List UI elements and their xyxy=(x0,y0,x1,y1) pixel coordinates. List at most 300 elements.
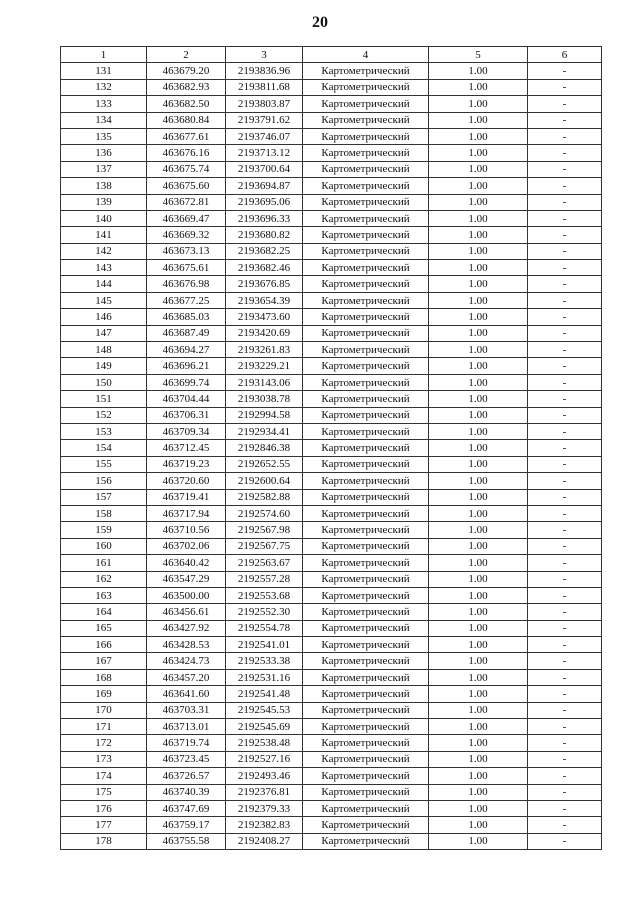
method-cell: Картометрический xyxy=(303,342,429,358)
x-coordinate-cell: 463640.42 xyxy=(147,555,226,571)
method-cell: Картометрический xyxy=(303,260,429,276)
point-number-cell: 169 xyxy=(61,686,147,702)
column-header: 2 xyxy=(147,47,226,63)
y-coordinate-cell: 2192934.41 xyxy=(226,423,303,439)
accuracy-cell: 1.00 xyxy=(429,817,528,833)
point-number-cell: 139 xyxy=(61,194,147,210)
y-coordinate-cell: 2193682.46 xyxy=(226,260,303,276)
accuracy-cell: 1.00 xyxy=(429,210,528,226)
method-cell: Картометрический xyxy=(303,128,429,144)
point-number-cell: 141 xyxy=(61,227,147,243)
point-number-cell: 145 xyxy=(61,292,147,308)
method-cell: Картометрический xyxy=(303,325,429,341)
note-cell: - xyxy=(528,653,602,669)
table-row xyxy=(61,505,602,521)
method-cell: Картометрический xyxy=(303,243,429,259)
method-cell: Картометрический xyxy=(303,637,429,653)
y-coordinate-cell: 2192567.98 xyxy=(226,522,303,538)
point-number-cell: 174 xyxy=(61,768,147,784)
note-cell: - xyxy=(528,243,602,259)
x-coordinate-cell: 463672.81 xyxy=(147,194,226,210)
method-cell: Картометрический xyxy=(303,751,429,767)
y-coordinate-cell: 2192554.78 xyxy=(226,620,303,636)
table-row xyxy=(61,260,602,276)
point-number-cell: 146 xyxy=(61,309,147,325)
x-coordinate-cell: 463676.98 xyxy=(147,276,226,292)
table-row xyxy=(61,571,602,587)
x-coordinate-cell: 463456.61 xyxy=(147,604,226,620)
point-number-cell: 158 xyxy=(61,505,147,521)
accuracy-cell: 1.00 xyxy=(429,587,528,603)
accuracy-cell: 1.00 xyxy=(429,112,528,128)
y-coordinate-cell: 2192552.30 xyxy=(226,604,303,620)
accuracy-cell: 1.00 xyxy=(429,800,528,816)
note-cell: - xyxy=(528,719,602,735)
accuracy-cell: 1.00 xyxy=(429,63,528,79)
point-number-cell: 138 xyxy=(61,178,147,194)
accuracy-cell: 1.00 xyxy=(429,735,528,751)
x-coordinate-cell: 463726.57 xyxy=(147,768,226,784)
table-row xyxy=(61,292,602,308)
point-number-cell: 175 xyxy=(61,784,147,800)
point-number-cell: 176 xyxy=(61,800,147,816)
y-coordinate-cell: 2192567.75 xyxy=(226,538,303,554)
accuracy-cell: 1.00 xyxy=(429,194,528,210)
table-row xyxy=(61,735,602,751)
x-coordinate-cell: 463676.16 xyxy=(147,145,226,161)
x-coordinate-cell: 463675.60 xyxy=(147,178,226,194)
y-coordinate-cell: 2192557.28 xyxy=(226,571,303,587)
note-cell: - xyxy=(528,768,602,784)
method-cell: Картометрический xyxy=(303,833,429,849)
note-cell: - xyxy=(528,161,602,177)
y-coordinate-cell: 2193676.85 xyxy=(226,276,303,292)
x-coordinate-cell: 463759.17 xyxy=(147,817,226,833)
accuracy-cell: 1.00 xyxy=(429,555,528,571)
note-cell: - xyxy=(528,178,602,194)
table-row xyxy=(61,391,602,407)
note-cell: - xyxy=(528,702,602,718)
accuracy-cell: 1.00 xyxy=(429,260,528,276)
y-coordinate-cell: 2193261.83 xyxy=(226,342,303,358)
method-cell: Картометрический xyxy=(303,604,429,620)
accuracy-cell: 1.00 xyxy=(429,276,528,292)
y-coordinate-cell: 2193143.06 xyxy=(226,374,303,390)
point-number-cell: 165 xyxy=(61,620,147,636)
x-coordinate-cell: 463740.39 xyxy=(147,784,226,800)
note-cell: - xyxy=(528,194,602,210)
table-row xyxy=(61,620,602,636)
accuracy-cell: 1.00 xyxy=(429,669,528,685)
method-cell: Картометрический xyxy=(303,702,429,718)
note-cell: - xyxy=(528,145,602,161)
x-coordinate-cell: 463717.94 xyxy=(147,505,226,521)
y-coordinate-cell: 2193696.33 xyxy=(226,210,303,226)
note-cell: - xyxy=(528,456,602,472)
table-row xyxy=(61,538,602,554)
accuracy-cell: 1.00 xyxy=(429,768,528,784)
point-number-cell: 170 xyxy=(61,702,147,718)
note-cell: - xyxy=(528,391,602,407)
x-coordinate-cell: 463696.21 xyxy=(147,358,226,374)
method-cell: Картометрический xyxy=(303,292,429,308)
method-cell: Картометрический xyxy=(303,456,429,472)
table-row xyxy=(61,784,602,800)
method-cell: Картометрический xyxy=(303,79,429,95)
method-cell: Картометрический xyxy=(303,473,429,489)
y-coordinate-cell: 2192382.83 xyxy=(226,817,303,833)
method-cell: Картометрический xyxy=(303,800,429,816)
x-coordinate-cell: 463687.49 xyxy=(147,325,226,341)
method-cell: Картометрический xyxy=(303,489,429,505)
accuracy-cell: 1.00 xyxy=(429,407,528,423)
x-coordinate-cell: 463747.69 xyxy=(147,800,226,816)
note-cell: - xyxy=(528,637,602,653)
x-coordinate-cell: 463685.03 xyxy=(147,309,226,325)
x-coordinate-cell: 463427.92 xyxy=(147,620,226,636)
point-number-cell: 171 xyxy=(61,719,147,735)
table-row xyxy=(61,833,602,849)
point-number-cell: 132 xyxy=(61,79,147,95)
point-number-cell: 166 xyxy=(61,637,147,653)
table-row xyxy=(61,751,602,767)
column-header: 5 xyxy=(429,47,528,63)
x-coordinate-cell: 463680.84 xyxy=(147,112,226,128)
y-coordinate-cell: 2192563.67 xyxy=(226,555,303,571)
accuracy-cell: 1.00 xyxy=(429,620,528,636)
method-cell: Картометрический xyxy=(303,686,429,702)
note-cell: - xyxy=(528,325,602,341)
x-coordinate-cell: 463755.58 xyxy=(147,833,226,849)
accuracy-cell: 1.00 xyxy=(429,456,528,472)
point-number-cell: 134 xyxy=(61,112,147,128)
x-coordinate-cell: 463719.23 xyxy=(147,456,226,472)
note-cell: - xyxy=(528,817,602,833)
point-number-cell: 148 xyxy=(61,342,147,358)
note-cell: - xyxy=(528,686,602,702)
y-coordinate-cell: 2193836.96 xyxy=(226,63,303,79)
accuracy-cell: 1.00 xyxy=(429,571,528,587)
table-row xyxy=(61,128,602,144)
method-cell: Картометрический xyxy=(303,391,429,407)
note-cell: - xyxy=(528,79,602,95)
accuracy-cell: 1.00 xyxy=(429,325,528,341)
note-cell: - xyxy=(528,800,602,816)
accuracy-cell: 1.00 xyxy=(429,653,528,669)
method-cell: Картометрический xyxy=(303,358,429,374)
table-row xyxy=(61,276,602,292)
x-coordinate-cell: 463673.13 xyxy=(147,243,226,259)
point-number-cell: 133 xyxy=(61,96,147,112)
y-coordinate-cell: 2192582.88 xyxy=(226,489,303,505)
table-row xyxy=(61,440,602,456)
method-cell: Картометрический xyxy=(303,620,429,636)
note-cell: - xyxy=(528,473,602,489)
x-coordinate-cell: 463706.31 xyxy=(147,407,226,423)
note-cell: - xyxy=(528,128,602,144)
point-number-cell: 159 xyxy=(61,522,147,538)
y-coordinate-cell: 2193654.39 xyxy=(226,292,303,308)
accuracy-cell: 1.00 xyxy=(429,719,528,735)
point-number-cell: 137 xyxy=(61,161,147,177)
method-cell: Картометрический xyxy=(303,505,429,521)
accuracy-cell: 1.00 xyxy=(429,374,528,390)
x-coordinate-cell: 463675.74 xyxy=(147,161,226,177)
accuracy-cell: 1.00 xyxy=(429,604,528,620)
y-coordinate-cell: 2192541.48 xyxy=(226,686,303,702)
method-cell: Картометрический xyxy=(303,817,429,833)
accuracy-cell: 1.00 xyxy=(429,309,528,325)
table-row xyxy=(61,686,602,702)
table-row xyxy=(61,194,602,210)
point-number-cell: 161 xyxy=(61,555,147,571)
note-cell: - xyxy=(528,358,602,374)
method-cell: Картометрический xyxy=(303,374,429,390)
column-header: 4 xyxy=(303,47,429,63)
point-number-cell: 168 xyxy=(61,669,147,685)
x-coordinate-cell: 463719.74 xyxy=(147,735,226,751)
y-coordinate-cell: 2193713.12 xyxy=(226,145,303,161)
y-coordinate-cell: 2192408.27 xyxy=(226,833,303,849)
accuracy-cell: 1.00 xyxy=(429,145,528,161)
point-number-cell: 178 xyxy=(61,833,147,849)
method-cell: Картометрический xyxy=(303,440,429,456)
x-coordinate-cell: 463712.45 xyxy=(147,440,226,456)
x-coordinate-cell: 463675.61 xyxy=(147,260,226,276)
note-cell: - xyxy=(528,489,602,505)
note-cell: - xyxy=(528,620,602,636)
table-row xyxy=(61,243,602,259)
y-coordinate-cell: 2192493.46 xyxy=(226,768,303,784)
point-number-cell: 157 xyxy=(61,489,147,505)
point-number-cell: 135 xyxy=(61,128,147,144)
y-coordinate-cell: 2192379.33 xyxy=(226,800,303,816)
accuracy-cell: 1.00 xyxy=(429,751,528,767)
note-cell: - xyxy=(528,751,602,767)
point-number-cell: 140 xyxy=(61,210,147,226)
point-number-cell: 147 xyxy=(61,325,147,341)
y-coordinate-cell: 2192538.48 xyxy=(226,735,303,751)
y-coordinate-cell: 2193695.06 xyxy=(226,194,303,210)
y-coordinate-cell: 2193680.82 xyxy=(226,227,303,243)
y-coordinate-cell: 2193694.87 xyxy=(226,178,303,194)
y-coordinate-cell: 2193682.25 xyxy=(226,243,303,259)
x-coordinate-cell: 463713.01 xyxy=(147,719,226,735)
note-cell: - xyxy=(528,63,602,79)
point-number-cell: 155 xyxy=(61,456,147,472)
point-number-cell: 136 xyxy=(61,145,147,161)
note-cell: - xyxy=(528,571,602,587)
x-coordinate-cell: 463682.93 xyxy=(147,79,226,95)
x-coordinate-cell: 463669.47 xyxy=(147,210,226,226)
note-cell: - xyxy=(528,604,602,620)
method-cell: Картометрический xyxy=(303,653,429,669)
x-coordinate-cell: 463679.20 xyxy=(147,63,226,79)
accuracy-cell: 1.00 xyxy=(429,391,528,407)
y-coordinate-cell: 2193791.62 xyxy=(226,112,303,128)
note-cell: - xyxy=(528,669,602,685)
note-cell: - xyxy=(528,407,602,423)
table-row xyxy=(61,456,602,472)
table-row xyxy=(61,522,602,538)
point-number-cell: 162 xyxy=(61,571,147,587)
accuracy-cell: 1.00 xyxy=(429,833,528,849)
accuracy-cell: 1.00 xyxy=(429,292,528,308)
note-cell: - xyxy=(528,210,602,226)
method-cell: Картометрический xyxy=(303,194,429,210)
x-coordinate-cell: 463641.60 xyxy=(147,686,226,702)
accuracy-cell: 1.00 xyxy=(429,342,528,358)
y-coordinate-cell: 2193803.87 xyxy=(226,96,303,112)
table-row xyxy=(61,800,602,816)
method-cell: Картометрический xyxy=(303,96,429,112)
x-coordinate-cell: 463428.53 xyxy=(147,637,226,653)
x-coordinate-cell: 463547.29 xyxy=(147,571,226,587)
note-cell: - xyxy=(528,735,602,751)
note-cell: - xyxy=(528,96,602,112)
table-row xyxy=(61,637,602,653)
method-cell: Картометрический xyxy=(303,407,429,423)
point-number-cell: 156 xyxy=(61,473,147,489)
point-number-cell: 153 xyxy=(61,423,147,439)
coordinates-table xyxy=(60,46,602,850)
note-cell: - xyxy=(528,260,602,276)
note-cell: - xyxy=(528,309,602,325)
accuracy-cell: 1.00 xyxy=(429,96,528,112)
column-header: 6 xyxy=(528,47,602,63)
y-coordinate-cell: 2192846.38 xyxy=(226,440,303,456)
y-coordinate-cell: 2193473.60 xyxy=(226,309,303,325)
y-coordinate-cell: 2192545.53 xyxy=(226,702,303,718)
method-cell: Картометрический xyxy=(303,63,429,79)
table-row xyxy=(61,407,602,423)
table-row xyxy=(61,161,602,177)
column-header: 1 xyxy=(61,47,147,63)
method-cell: Картометрический xyxy=(303,210,429,226)
y-coordinate-cell: 2192545.69 xyxy=(226,719,303,735)
method-cell: Картометрический xyxy=(303,309,429,325)
note-cell: - xyxy=(528,440,602,456)
accuracy-cell: 1.00 xyxy=(429,505,528,521)
accuracy-cell: 1.00 xyxy=(429,489,528,505)
y-coordinate-cell: 2192376.81 xyxy=(226,784,303,800)
point-number-cell: 173 xyxy=(61,751,147,767)
x-coordinate-cell: 463710.56 xyxy=(147,522,226,538)
y-coordinate-cell: 2192652.55 xyxy=(226,456,303,472)
x-coordinate-cell: 463500.00 xyxy=(147,587,226,603)
note-cell: - xyxy=(528,276,602,292)
table-row xyxy=(61,489,602,505)
note-cell: - xyxy=(528,538,602,554)
note-cell: - xyxy=(528,522,602,538)
point-number-cell: 143 xyxy=(61,260,147,276)
x-coordinate-cell: 463699.74 xyxy=(147,374,226,390)
table-row xyxy=(61,423,602,439)
table-row xyxy=(61,473,602,489)
method-cell: Картометрический xyxy=(303,571,429,587)
x-coordinate-cell: 463723.45 xyxy=(147,751,226,767)
y-coordinate-cell: 2192527.16 xyxy=(226,751,303,767)
x-coordinate-cell: 463709.34 xyxy=(147,423,226,439)
table-row xyxy=(61,210,602,226)
x-coordinate-cell: 463703.31 xyxy=(147,702,226,718)
note-cell: - xyxy=(528,342,602,358)
table-row xyxy=(61,358,602,374)
note-cell: - xyxy=(528,374,602,390)
point-number-cell: 160 xyxy=(61,538,147,554)
point-number-cell: 142 xyxy=(61,243,147,259)
x-coordinate-cell: 463719.41 xyxy=(147,489,226,505)
point-number-cell: 172 xyxy=(61,735,147,751)
method-cell: Картометрический xyxy=(303,423,429,439)
table-row xyxy=(61,96,602,112)
table-row xyxy=(61,768,602,784)
point-number-cell: 167 xyxy=(61,653,147,669)
method-cell: Картометрический xyxy=(303,161,429,177)
x-coordinate-cell: 463457.20 xyxy=(147,669,226,685)
note-cell: - xyxy=(528,505,602,521)
point-number-cell: 151 xyxy=(61,391,147,407)
method-cell: Картометрический xyxy=(303,145,429,161)
x-coordinate-cell: 463682.50 xyxy=(147,96,226,112)
accuracy-cell: 1.00 xyxy=(429,522,528,538)
accuracy-cell: 1.00 xyxy=(429,686,528,702)
x-coordinate-cell: 463704.44 xyxy=(147,391,226,407)
point-number-cell: 150 xyxy=(61,374,147,390)
point-number-cell: 164 xyxy=(61,604,147,620)
method-cell: Картометрический xyxy=(303,555,429,571)
method-cell: Картометрический xyxy=(303,522,429,538)
y-coordinate-cell: 2192541.01 xyxy=(226,637,303,653)
table-row xyxy=(61,817,602,833)
accuracy-cell: 1.00 xyxy=(429,243,528,259)
point-number-cell: 152 xyxy=(61,407,147,423)
table-row xyxy=(61,227,602,243)
table-row xyxy=(61,653,602,669)
note-cell: - xyxy=(528,555,602,571)
table-row xyxy=(61,325,602,341)
point-number-cell: 149 xyxy=(61,358,147,374)
accuracy-cell: 1.00 xyxy=(429,178,528,194)
point-number-cell: 177 xyxy=(61,817,147,833)
method-cell: Картометрический xyxy=(303,178,429,194)
y-coordinate-cell: 2193420.69 xyxy=(226,325,303,341)
accuracy-cell: 1.00 xyxy=(429,161,528,177)
y-coordinate-cell: 2193811.68 xyxy=(226,79,303,95)
accuracy-cell: 1.00 xyxy=(429,79,528,95)
note-cell: - xyxy=(528,112,602,128)
x-coordinate-cell: 463677.25 xyxy=(147,292,226,308)
x-coordinate-cell: 463694.27 xyxy=(147,342,226,358)
method-cell: Картометрический xyxy=(303,719,429,735)
method-cell: Картометрический xyxy=(303,538,429,554)
accuracy-cell: 1.00 xyxy=(429,358,528,374)
method-cell: Картометрический xyxy=(303,227,429,243)
accuracy-cell: 1.00 xyxy=(429,440,528,456)
table-row xyxy=(61,587,602,603)
table-row xyxy=(61,178,602,194)
y-coordinate-cell: 2193746.07 xyxy=(226,128,303,144)
accuracy-cell: 1.00 xyxy=(429,702,528,718)
accuracy-cell: 1.00 xyxy=(429,637,528,653)
note-cell: - xyxy=(528,784,602,800)
note-cell: - xyxy=(528,833,602,849)
note-cell: - xyxy=(528,587,602,603)
table-row xyxy=(61,604,602,620)
table-row xyxy=(61,702,602,718)
accuracy-cell: 1.00 xyxy=(429,423,528,439)
method-cell: Картометрический xyxy=(303,112,429,128)
